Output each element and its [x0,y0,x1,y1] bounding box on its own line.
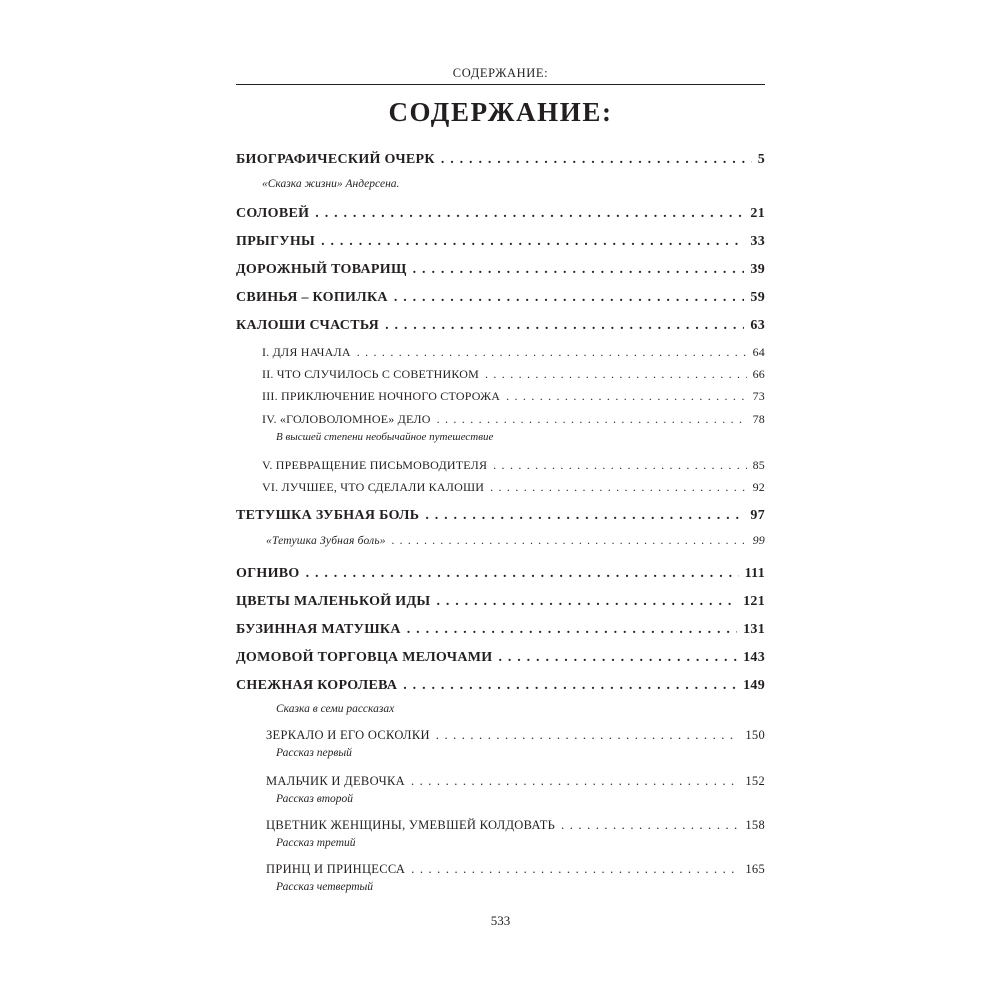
toc-entry-subtitle: Рассказ третий [276,837,356,849]
dot-leader [441,152,752,168]
toc-entry-page: 149 [743,678,765,693]
dot-leader [413,262,745,278]
toc-entry-page: 97 [750,508,765,523]
toc-subentry[interactable] [262,367,765,382]
toc-entry-page: 158 [745,818,765,832]
toc-entry-title: ДОРОЖНЫЙ ТОВАРИЩ [236,262,407,277]
dot-leader [425,508,744,524]
toc-entry-page: 143 [743,650,765,665]
dot-leader [485,367,747,382]
dot-leader [561,818,739,833]
toc-entry-page: 152 [745,774,765,788]
dot-leader [403,678,737,694]
toc-entry-title: ПРЫГУНЫ [236,234,316,249]
dot-leader [436,728,740,743]
toc-entry-title: ЗЕРКАЛО И ЕГО ОСКОЛКИ [266,728,430,742]
toc-entry-page: 131 [743,622,765,637]
dot-leader [437,412,747,427]
toc-entry-page: 21 [750,206,765,221]
toc-entry[interactable] [236,262,765,278]
toc-entry-title: II. ЧТО СЛУЧИЛОСЬ С СОВЕТНИКОМ [262,367,479,381]
toc-entry-title: ОГНИВО [236,566,300,581]
dot-leader [321,234,744,250]
dot-leader [357,345,747,360]
toc-subentry[interactable] [262,458,765,473]
toc-entry[interactable] [236,290,765,306]
toc-entry-title: IV. «ГОЛОВОЛОМНОЕ» ДЕЛО [262,412,431,426]
toc-entry-page: 121 [743,594,765,609]
toc-entry-page: 165 [745,862,765,876]
toc-entry-subtitle: В высшей степени необычайное путешествие [276,431,494,443]
toc-subentry[interactable] [266,862,765,877]
toc-entry[interactable] [236,234,765,250]
toc-entry-page: 78 [752,412,765,426]
toc-entry[interactable] [236,152,765,168]
toc-entry[interactable] [236,622,765,638]
toc-entry-title: КАЛОШИ СЧАСТЬЯ [236,318,380,333]
toc-entry-page: 85 [752,458,765,472]
toc-entry-page: 33 [750,234,765,249]
page-number: 533 [490,913,511,928]
toc-entry[interactable] [236,318,765,334]
toc-entry-page: 92 [752,480,765,494]
toc-entry-title: ПРИНЦ И ПРИНЦЕССА [266,862,406,876]
toc-entry[interactable] [236,206,765,222]
toc-entry-page: 64 [752,345,765,359]
dot-leader [436,594,737,610]
toc-entry-page: 150 [745,728,765,742]
toc-entry-subtitle: Рассказ первый [276,747,352,759]
toc-subentry[interactable] [262,480,765,495]
toc-entry-title: III. ПРИКЛЮЧЕНИЕ НОЧНОГО СТОРОЖА [262,389,501,403]
toc-entry-subtitle: Сказка в семи рассказах [276,703,395,715]
toc-subentry[interactable] [266,728,765,743]
dot-leader [315,206,744,222]
toc-entry-page: 99 [752,533,765,547]
page-title: СОДЕРЖАНИЕ: [388,97,613,127]
toc-entry-page: 66 [752,367,765,381]
toc-entry-title: БИОГРАФИЧЕСКИЙ ОЧЕРК [236,152,435,167]
dot-leader [493,458,746,473]
toc-entry-title: ЦВЕТНИК ЖЕНЩИНЫ, УМЕВШЕЙ КОЛДОВАТЬ [266,818,556,832]
toc-entry-page: 111 [744,566,765,581]
dot-leader [506,389,746,404]
toc-entry-title: БУЗИННАЯ МАТУШКА [236,622,401,637]
toc-entry-title: ТЕТУШКА ЗУБНАЯ БОЛЬ [236,508,420,523]
dot-leader [498,650,737,666]
toc-entry-subtitle: Рассказ второй [276,793,354,805]
toc-entry-page: 59 [750,290,765,305]
dot-leader [394,290,745,306]
toc-subentry[interactable] [262,412,765,427]
toc-entry[interactable] [236,508,765,524]
toc-entry-title: «Тетушка Зубная боль» [266,535,386,547]
toc-entry[interactable] [236,678,765,694]
toc-entry[interactable] [236,594,765,610]
toc-entry-page: 5 [757,152,765,167]
toc-entry-title: СОЛОВЕЙ [236,206,310,221]
toc-entry-page: 73 [752,389,765,403]
toc-entry[interactable] [236,566,765,582]
toc-subentry[interactable] [266,774,765,789]
toc-entry-page: 39 [750,262,765,277]
toc-entry-title: VI. ЛУЧШЕЕ, ЧТО СДЕЛАЛИ КАЛОШИ [262,480,485,494]
dot-leader [411,862,739,877]
toc-entry-title: ЦВЕТЫ МАЛЕНЬКОЙ ИДЫ [236,594,431,609]
toc-entry-title: I. ДЛЯ НАЧАЛА [262,345,351,359]
toc-entry-title: СВИНЬЯ – КОПИЛКА [236,290,388,305]
toc-entry-title: ДОМОВОЙ ТОРГОВЦА МЕЛОЧАМИ [236,650,493,665]
toc-subentry[interactable] [262,389,765,404]
toc-entry-page: 63 [750,318,765,333]
toc-entry-title: СНЕЖНАЯ КОРОЛЕВА [236,678,398,693]
toc-entry-title: V. ПРЕВРАЩЕНИЕ ПИСЬМОВОДИТЕЛЯ [262,458,488,472]
dot-leader [411,774,739,789]
dot-leader [392,535,747,547]
toc-entry-subtitle: Рассказ четвертый [276,881,374,893]
dot-leader [490,480,746,495]
toc-subentry[interactable] [266,533,765,548]
toc-entry-subtitle: «Сказка жизни» Андерсена. [262,178,400,190]
dot-leader [407,622,737,638]
dot-leader [306,566,739,582]
dot-leader [385,318,744,334]
toc-entry[interactable] [236,650,765,666]
running-head: СОДЕРЖАНИЕ: [452,66,549,80]
toc-subentry[interactable] [266,818,765,833]
toc-subentry[interactable] [262,345,765,360]
toc-entry-title: МАЛЬЧИК И ДЕВОЧКА [266,774,405,788]
